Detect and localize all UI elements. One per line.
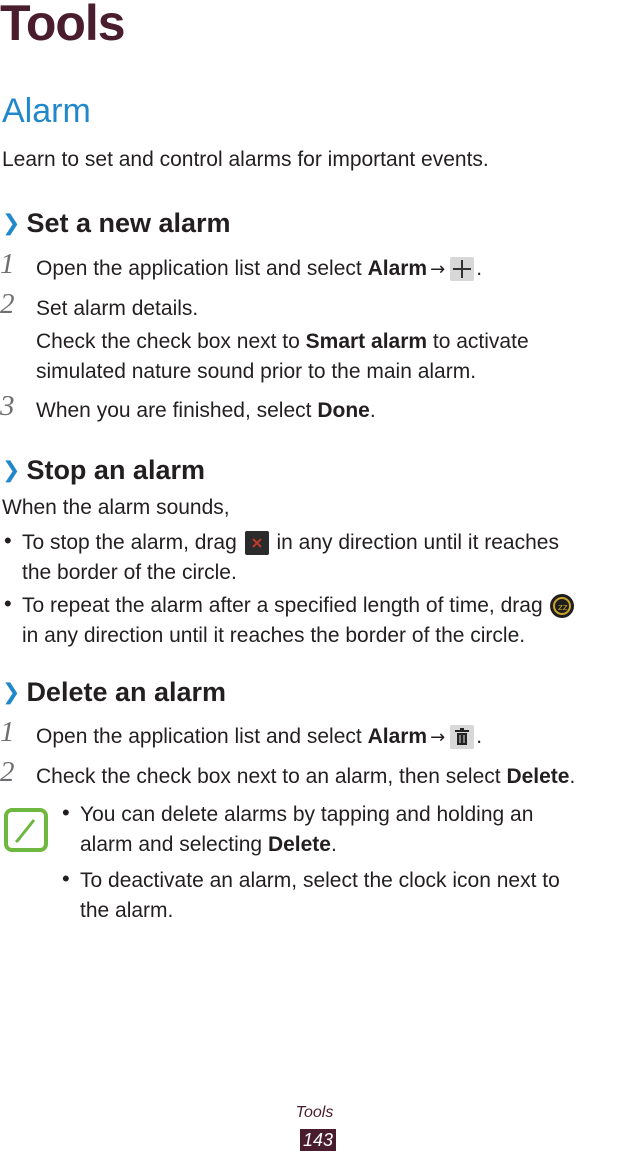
bullet-text-part: in any direction until it reaches [276,531,559,554]
svg-text:zz: zz [558,603,568,614]
section-intro: Learn to set and control alarms for important events. [2,148,489,171]
option-name: Smart alarm [305,330,428,353]
chevron-right-icon: ❯ [2,210,21,235]
button-name: Done [317,399,370,422]
step-number: 1 [0,248,15,280]
subheading-stop-alarm [2,455,205,486]
bullet: • [4,591,12,616]
step-text: Set alarm details. [36,297,199,320]
bullet-text [22,528,622,588]
note-text [80,866,620,926]
subheading-label: Set a new alarm [26,208,231,238]
step-text-part: Open the application list and select [36,257,362,280]
section-title: Alarm [2,92,91,130]
bullet: • [4,528,12,553]
chevron-right-icon: ❯ [2,457,21,482]
chapter-title: Tools [0,0,125,51]
menu-name: Alarm [367,725,428,748]
punctuation: . [369,399,376,422]
step-text-part: simulated nature sound prior to the main alarm. [36,360,477,383]
bullet-text-part: in any direction until it reaches the border of the circle. [22,624,526,647]
step-number: 1 [0,716,15,748]
step-text [36,762,628,792]
punctuation: . [330,833,337,856]
step-text-part: When you are finished, select [36,399,312,422]
step-text-part: to activate [432,330,529,353]
step-text-part: Check the check box next to [36,330,300,353]
bullet-text-part: To stop the alarm, drag [22,531,237,554]
bullet-text-part: To repeat the alarm after a specified length of time, drag [22,594,543,617]
page-number: 143 [300,1129,336,1151]
subheading-set-alarm [2,208,231,239]
step-text-part: Open the application list and select [36,725,362,748]
step-text [36,254,628,285]
subheading-label: Stop an alarm [26,455,205,485]
step-text [36,396,628,426]
bullet-text [22,591,626,651]
note-text-part: You can delete alarms by tapping and holding an [80,803,534,826]
step-detail [36,327,628,387]
button-name: Delete [506,765,570,788]
snooze-icon [550,594,574,618]
option-name: Delete [267,833,331,856]
bullet: • [62,800,70,825]
subheading-delete-alarm [2,677,226,708]
dismiss-alarm-icon [245,531,269,555]
punctuation: . [569,765,576,788]
trash-icon [450,725,474,749]
step-number: 3 [0,390,15,422]
note-icon [4,808,48,852]
menu-name: Alarm [367,257,428,280]
arrow-glyph: → [430,727,446,748]
step-number: 2 [0,756,15,788]
bullet: • [62,866,70,891]
arrow-glyph: → [430,259,446,280]
add-icon [450,257,474,281]
footer-label: Tools [295,1104,334,1121]
note-text-part: alarm and selecting [80,833,263,856]
note-text-part: the alarm. [80,899,174,922]
punctuation: . [476,257,483,280]
step-text-part: Check the check box next to an alarm, then select [36,765,501,788]
punctuation: . [476,725,483,748]
step-text [36,722,628,753]
subheading-label: Delete an alarm [26,677,227,707]
bullet-text-part: the border of the circle. [22,561,237,584]
note-text [80,800,620,860]
note-text-part: To deactivate an alarm, select the clock icon next to [80,869,560,892]
paragraph: When the alarm sounds, [2,496,230,519]
step-number: 2 [0,288,15,320]
chevron-right-icon: ❯ [2,679,21,704]
